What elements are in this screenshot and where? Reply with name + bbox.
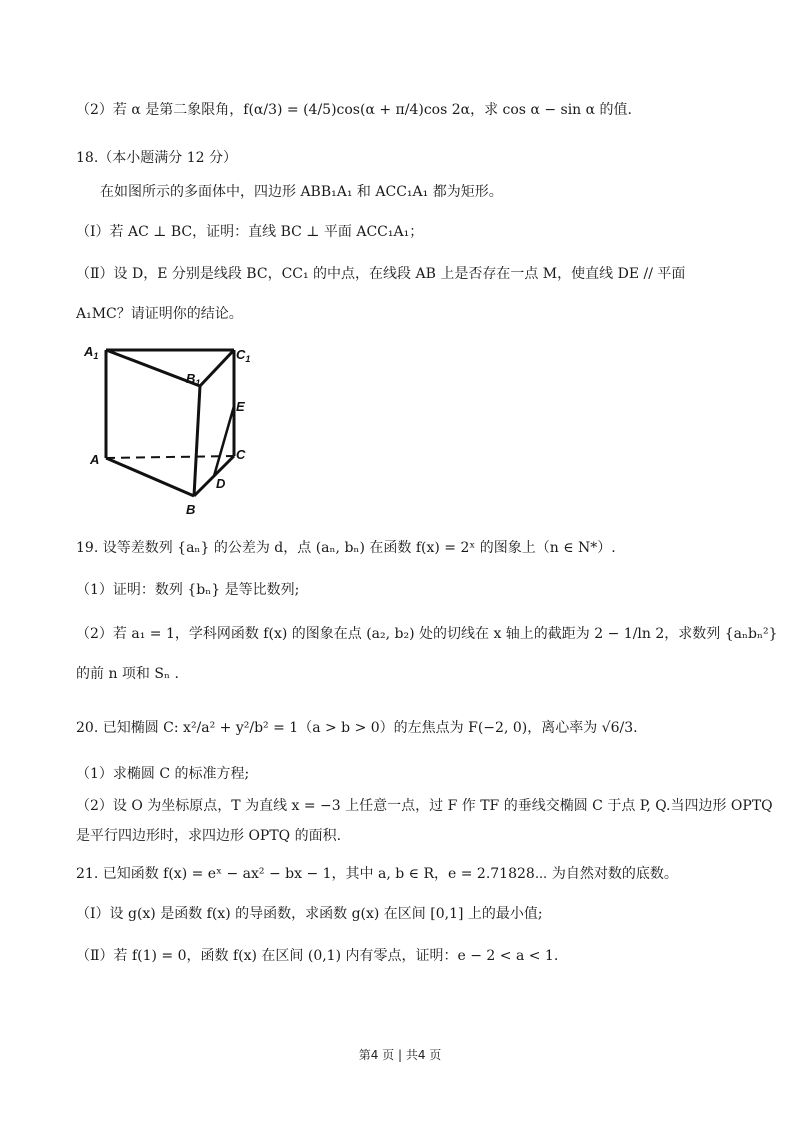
label-b1: $B_1$ — [186, 371, 201, 388]
label-d: D — [216, 476, 226, 491]
label-c: C — [236, 447, 246, 462]
label-e: E — [236, 399, 245, 414]
text-line-q19-head: 19. 设等差数列 {aₙ} 的公差为 d，点 (aₙ, bₙ) 在函数 f(x) = 2ˣ 的图象上（n ∈ N*）. — [76, 540, 616, 556]
text-line-q21-head: 21. 已知函数 f(x) = eˣ − ax² − bx − 1，其中 a, b ∈ R，e = 2.71828⋯ 为自然对数的底数。 — [76, 866, 678, 882]
text-line-q18-intro: 在如图所示的多面体中，四边形 ABB₁A₁ 和 ACC₁A₁ 都为矩形。 — [100, 184, 503, 200]
text-line-q17-2: （2）若 α 是第二象限角，f(α/3) = (4/5)cos(α + π/4)cos 2α，求 cos α − sin α 的值. — [76, 102, 633, 118]
text-line-q20-1: （1）求椭圆 C 的标准方程; — [76, 766, 250, 782]
text-line-q20-2b: 是平行四边形时，求四边形 OPTQ 的面积. — [76, 828, 342, 844]
edge-bb1 — [194, 386, 200, 496]
text-line-q20-2: （2）设 O 为坐标原点，T 为直线 x = −3 上任意一点，过 F 作 TF 的垂线交椭圆 C 于点 P, Q.当四边形 OPTQ — [76, 798, 773, 814]
edge-ac-hidden — [106, 456, 234, 458]
text-line-q19-2b: 的前 n 项和 Sₙ . — [76, 666, 179, 682]
polyhedron-diagram — [76, 340, 256, 520]
text-line-q19-1: （1）证明：数列 {bₙ} 是等比数列; — [76, 582, 300, 598]
label-a1: $A_1$ — [84, 344, 99, 361]
label-a: A — [90, 452, 100, 467]
edge-ab — [106, 458, 194, 496]
polyhedron-figure — [76, 340, 256, 520]
text-line-q18-head: 18.（本小题满分 12 分） — [76, 150, 237, 166]
page-footer: 第4 页 | 共4 页 — [358, 1048, 442, 1062]
text-line-q20-head: 20. 已知椭圆 C: x²/a² + y²/b² = 1（a > b > 0）的左焦点为 F(−2, 0)，离心率为 √6/3. — [76, 720, 638, 736]
text-line-q21-2: （Ⅱ）若 f(1) = 0，函数 f(x) 在区间 (0,1) 内有零点，证明：e − 2 < a < 1. — [76, 948, 559, 964]
text-line-q21-1: （Ⅰ）设 g(x) 是函数 f(x) 的导函数，求函数 g(x) 在区间 [0,1] 上的最小值; — [76, 906, 543, 922]
label-c1: $C_1$ — [236, 347, 251, 364]
edge-b1c1 — [200, 350, 234, 386]
text-line-q18-1: （Ⅰ）若 AC ⊥ BC，证明：直线 BC ⊥ 平面 ACC₁A₁； — [76, 224, 424, 240]
text-line-q19-2: （2）若 a₁ = 1，学科网函数 f(x) 的图象在点 (a₂, b₂) 处的切线在 x 轴上的截距为 2 − 1/ln 2，求数列 {aₙbₙ²} — [76, 626, 778, 642]
text-line-q18-2: （Ⅱ）设 D，E 分别是线段 BC，CC₁ 的中点，在线段 AB 上是否存在一点 M，使直线 DE // 平面 — [76, 266, 686, 282]
label-b: B — [186, 502, 196, 517]
text-line-q18-2b: A₁MC？请证明你的结论。 — [76, 306, 243, 322]
